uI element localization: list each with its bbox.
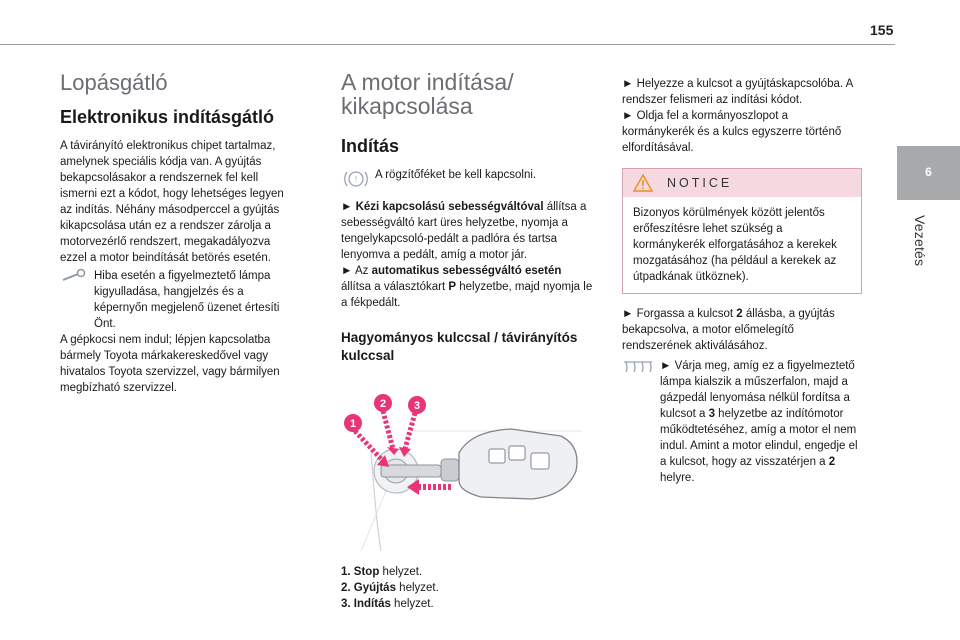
paragraph: Hiba esetén a figyelmeztető lámpa kigyulladása, hangjelzés és a képernyőn megjelenő üzenet értesíti Önt. [94, 270, 280, 330]
legend-item: 2. Gyújtás helyzet. [341, 582, 439, 594]
paragraph: ► Forgassa a kulcsot 2 állásba, a gyújtás bekapcsolva, a motor előmelegítő rendszerének aktiválásához. [622, 308, 835, 352]
svg-text:!: ! [354, 175, 358, 184]
legend-item: 1. Stop helyzet. [341, 566, 423, 578]
notice-title: NOTICE [667, 176, 733, 190]
paragraph: A távirányító elektronikus chipet tartalmaz, amelynek speciális kódja van. A gyújtás bekapcsolásakor a rendszernek fel kell ismerni ezt a kódot, hogy lehetséges legyen az indítás. Néhány másodperccel a gyújtás kikapcsolása után ez a rendszer zárolja a motorvezérlő rendszert, megakadályozva ezzel a motor beindítását betörés esetén. [60, 140, 284, 264]
paragraph: ► Várja meg, amíg ez a figyelmeztető lámpa kialszik a műszerfalon, majd a gázpedál lenyomása nélkül fordítsa a kulcsot a 3 helyzetbe az indítómotor működtetéséhez, amíg a motor el nem indul. Amint a motor elindul, engedje el a kulcsot, hogy az visszatérjen a 2 helyre. [660, 360, 858, 484]
badge-3 [408, 396, 426, 414]
notice-box [622, 168, 862, 294]
chapter-tab [897, 146, 960, 200]
text: Az [352, 265, 372, 277]
page-number: 155 [870, 22, 894, 38]
note-text: A rögzítőféket be kell kapcsolni. [375, 169, 537, 181]
section-title: A motor indítása/ kikapcsolása [341, 69, 514, 119]
paragraph: ► Oldja fel a kormányoszlopot a kormánykerék és a kulcs egyszerre történő elfordításával. [622, 110, 842, 154]
badge-2 [374, 394, 392, 412]
text: helyzetbe, majd nyomja le a fékpedált. [341, 281, 593, 309]
bold-text: Kézi kapcsolású sebességváltóval [355, 201, 544, 213]
paragraph [341, 263, 593, 311]
section-title: Lopásgátló [60, 70, 168, 95]
bold-text: automatikus sebességváltó esetén [371, 265, 562, 277]
paragraph: ► Helyezze a kulcsot a gyújtáskapcsolóba. A rendszer felismeri az indítási kódot. [622, 78, 853, 106]
notice-text: Bizonyos körülmények között jelentős erőfeszítésre lehet szükség a kormánykerék elforgatásához a kerekek mozgatásához (ha például a kerekek az útpadkának ütköznek). [633, 207, 837, 283]
svg-text:1: 1 [349, 418, 357, 430]
wrench-icon [60, 268, 90, 284]
key-illustration [341, 391, 593, 551]
badge-1 [344, 414, 362, 432]
paragraph: A gépkocsi nem indul; lépjen kapcsolatba bármely Toyota márkakereskedővel vagy hivatalos Toyota szervizzel, vagy bármilyen megbízható szervizzel. [60, 334, 280, 394]
glow-plug-icon [622, 358, 656, 374]
parking-brake-icon [341, 167, 371, 189]
text: állítsa a sebességváltó kart üres helyzetbe, nyomja a tengelykapcsoló-pedált a padlóra és tartsa lenyomva a pedált, amíg a motor jár. [341, 201, 587, 261]
notice-header [623, 169, 861, 197]
svg-text:2: 2 [379, 398, 387, 410]
paragraph [341, 199, 593, 263]
chapter-number: 6 [925, 165, 932, 179]
warning-line [60, 268, 298, 332]
text: állítsa a választókart [341, 281, 449, 293]
warning-triangle-icon [633, 174, 653, 192]
chapter-label-text: Vezetés [912, 215, 928, 267]
parking-brake-note [341, 167, 593, 189]
subsection-title: Elektronikus indításgátló [60, 107, 275, 127]
chapter-label [912, 215, 932, 305]
bold-text: P [448, 281, 457, 293]
preheat-line [622, 358, 862, 486]
column-engine-start [341, 70, 593, 612]
column-antitheft [60, 70, 298, 396]
header-rule [0, 44, 895, 45]
legend-item: 3. Indítás helyzet. [341, 598, 434, 610]
bullet-arrow: ► [341, 265, 353, 277]
subsection-title: Indítás [341, 136, 400, 156]
svg-text:3: 3 [413, 400, 421, 412]
subheading: Hagyományos kulccsal / távirányítós kulccsal [341, 330, 578, 363]
notice-body [623, 197, 861, 293]
figure-legend [341, 564, 593, 612]
bullet-arrow: ► [341, 201, 353, 213]
column-steps [622, 76, 862, 486]
